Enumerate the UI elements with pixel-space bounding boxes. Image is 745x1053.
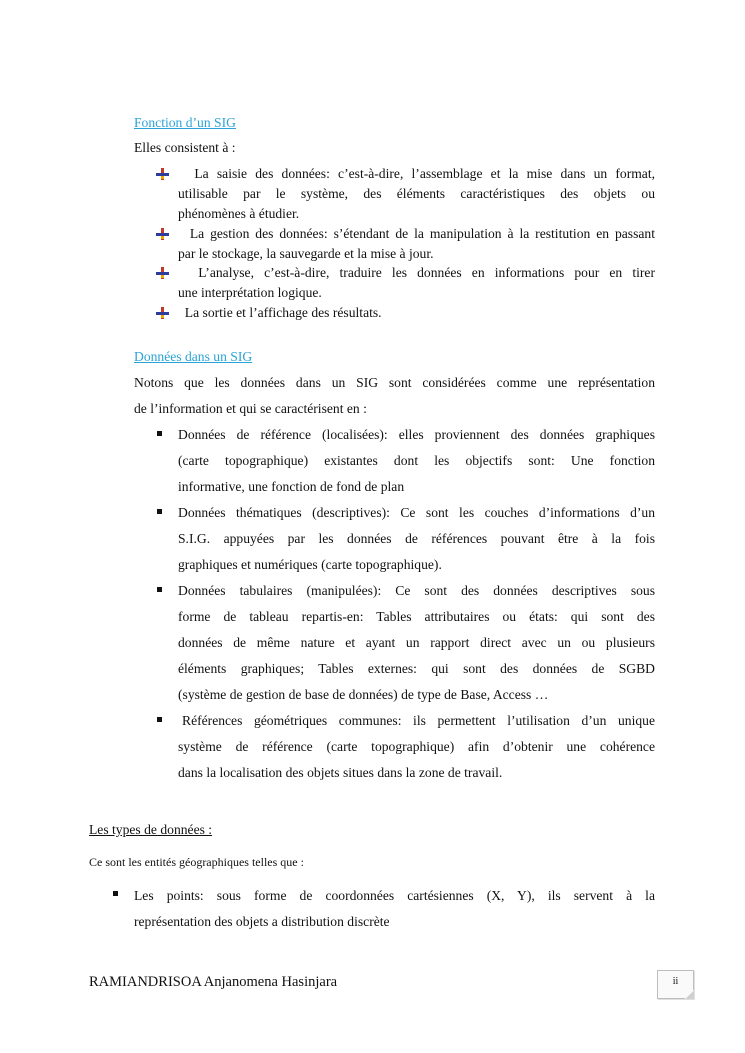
page-number: ii bbox=[672, 976, 679, 987]
list-item-line: informative, une fonction de fond de plan bbox=[178, 479, 405, 494]
list-item-line: données de même nature et ayant un rapport direct avec un ou plusieurs bbox=[178, 635, 655, 650]
square-bullet-icon bbox=[157, 587, 162, 592]
list-item-line: Données tabulaires (manipulées): Ce sont des données descriptives sous bbox=[178, 583, 655, 598]
section-intro: Elles consistent à : bbox=[134, 140, 236, 155]
list-item-line: phénomènes à étudier. bbox=[178, 206, 300, 221]
section-intro: Ce sont les entités géographiques telles que : bbox=[89, 855, 304, 869]
list-item-line: La gestion des données: s’étendant de la manipulation à la restitution en passant bbox=[189, 226, 655, 241]
section-heading-types: Les types de données : bbox=[89, 822, 213, 837]
section-heading-fonction[interactable]: Fonction d’un SIG bbox=[134, 115, 236, 130]
list-item-line: représentation des objets a distribution discrète bbox=[134, 914, 390, 929]
list-item-line: Données thématiques (descriptives): Ce sont les couches d’informations d’un bbox=[178, 505, 655, 520]
pin-bullet-icon bbox=[156, 307, 169, 319]
pin-bullet-icon bbox=[156, 168, 169, 180]
section-intro-line: Notons que les données dans un SIG sont considérées comme une représentation bbox=[134, 375, 655, 390]
list-item-line: La saisie des données: c’est-à-dire, l’assemblage et la mise dans un format, bbox=[194, 166, 655, 181]
list-item-line: graphiques et numériques (carte topographique). bbox=[178, 557, 442, 572]
section-intro-line: de l’information et qui se caractérisent en : bbox=[134, 401, 367, 416]
list-item-line: système de référence (carte topographique) afin d’obtenir une cohérence bbox=[178, 739, 655, 754]
list-item-line: dans la localisation des objets situes dans la zone de travail. bbox=[178, 765, 503, 780]
pin-bullet-icon bbox=[156, 228, 169, 240]
list-item-line: forme de tableau repartis-en: Tables attributaires ou états: qui sont des bbox=[178, 609, 655, 624]
list-item-line: La sortie et l’affichage des résultats. bbox=[184, 305, 382, 320]
list-item-line: S.I.G. appuyées par les données de références pouvant être à la fois bbox=[178, 531, 655, 546]
list-item-line: par le stockage, la sauvegarde et la mise à jour. bbox=[178, 246, 434, 261]
pin-bullet-icon bbox=[156, 267, 169, 279]
list-item-line: L’analyse, c’est-à-dire, traduire les données en informations pour en tirer bbox=[198, 265, 655, 280]
square-bullet-icon bbox=[157, 509, 162, 514]
list-item-line: une interprétation logique. bbox=[178, 285, 322, 300]
list-item-line: Les points: sous forme de coordonnées cartésiennes (X, Y), ils servent à la bbox=[134, 888, 655, 903]
list-item-line: (carte topographique) existantes dont les objectifs sont: Une fonction bbox=[178, 453, 655, 468]
list-item-line: utilisable par le système, des éléments caractéristiques des objets ou bbox=[178, 186, 655, 201]
footer-author: RAMIANDRISOA Anjanomena Hasinjara bbox=[89, 974, 338, 990]
list-item-line: Données de référence (localisées): elles proviennent des données graphiques bbox=[178, 427, 655, 442]
square-bullet-icon bbox=[157, 431, 162, 436]
page-number-box bbox=[657, 970, 694, 999]
section-heading-donnees[interactable]: Données dans un SIG bbox=[134, 349, 253, 364]
square-bullet-icon bbox=[113, 891, 118, 896]
list-item-line: (système de gestion de base de données) de type de Base, Access … bbox=[178, 687, 549, 702]
list-item-line: Références géométriques communes: ils permettent l’utilisation d’un unique bbox=[182, 713, 655, 728]
square-bullet-icon bbox=[157, 717, 162, 722]
list-item-line: éléments graphiques; Tables externes: qui sont des données de SGBD bbox=[178, 661, 655, 676]
